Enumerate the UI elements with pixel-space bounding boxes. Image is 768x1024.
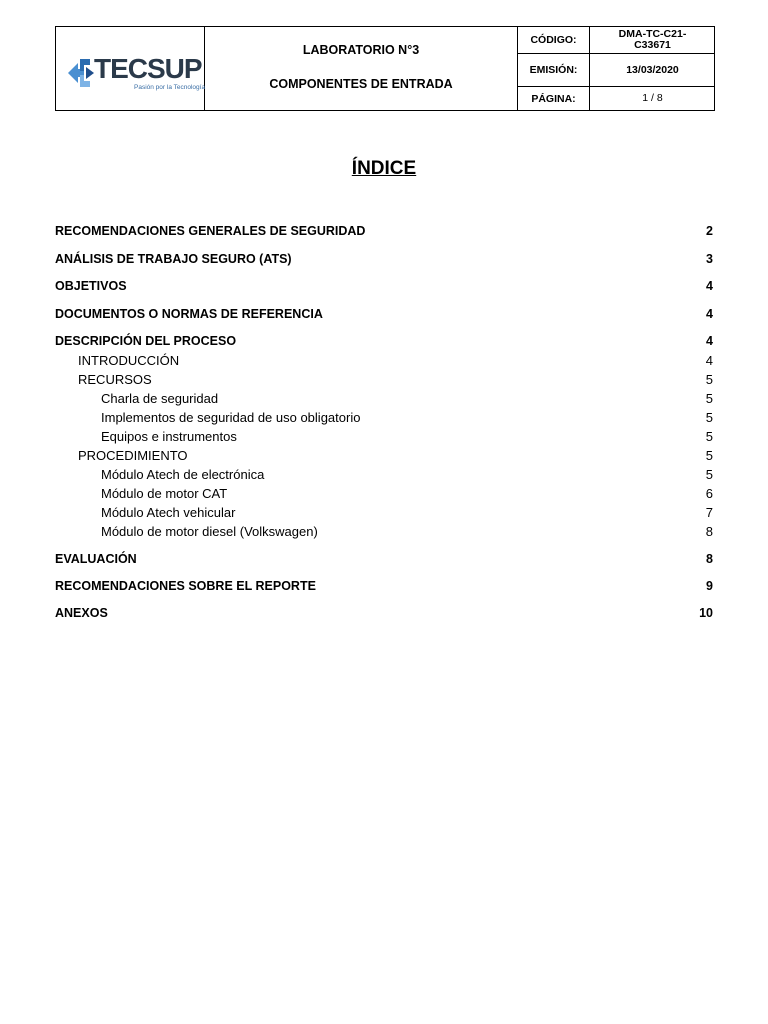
toc-entry-page: 3 <box>706 252 713 266</box>
toc-entry-label: Módulo Atech vehicular <box>101 505 236 520</box>
toc-entry[interactable] <box>55 579 713 597</box>
toc-entry[interactable] <box>55 486 713 504</box>
codigo-label: CÓDIGO: <box>518 27 590 53</box>
toc-entry-label: Implementos de seguridad de uso obligatorio <box>101 410 361 425</box>
toc-entry-page: 8 <box>705 524 713 539</box>
pagina-value: 1 / 8 <box>642 92 663 104</box>
toc-entry-label: PROCEDIMIENTO <box>78 448 188 463</box>
toc-entry[interactable] <box>55 410 713 428</box>
toc-entry[interactable] <box>55 252 713 270</box>
lab-number: LABORATORIO N°3 <box>302 43 420 57</box>
toc-entry[interactable] <box>55 448 713 466</box>
toc-entry-page: 4 <box>706 307 713 321</box>
toc-entry-page: 10 <box>699 606 713 620</box>
toc-entry[interactable] <box>55 391 713 409</box>
toc-entry[interactable] <box>55 552 713 570</box>
logo-cell <box>56 27 205 110</box>
index-title: ÍNDICE <box>351 158 417 179</box>
toc-entry-page: 5 <box>705 410 713 425</box>
toc-entry-label: RECOMENDACIONES GENERALES DE SEGURIDAD <box>55 224 366 238</box>
toc-entry-page: 5 <box>705 448 713 463</box>
toc-entry-page: 5 <box>705 429 713 444</box>
tecsup-logo-icon <box>64 53 98 93</box>
toc-entry[interactable] <box>55 334 713 352</box>
emision-label: EMISIÓN: <box>518 54 590 86</box>
toc-entry[interactable] <box>55 524 713 542</box>
document-header <box>55 26 715 111</box>
toc-entry-label: Módulo Atech de electrónica <box>101 467 265 482</box>
toc-entry-label: Módulo de motor diesel (Volkswagen) <box>101 524 318 539</box>
toc-entry-label: OBJETIVOS <box>55 279 127 293</box>
toc-entry-label: INTRODUCCIÓN <box>78 353 180 368</box>
toc-entry-label: ANÁLISIS DE TRABAJO SEGURO (ATS) <box>55 252 292 266</box>
codigo-value-line2: C33671 <box>634 39 671 51</box>
emision-row <box>518 54 715 87</box>
toc-entry-label: DOCUMENTOS O NORMAS DE REFERENCIA <box>55 307 323 321</box>
logo-tagline: Pasión por la Tecnología <box>134 84 206 91</box>
codigo-value <box>590 27 715 53</box>
toc-entry-page: 7 <box>705 505 713 520</box>
toc-entry-page: 4 <box>706 279 713 293</box>
codigo-row <box>518 27 715 54</box>
codigo-value-line1: DMA-TC-C21- <box>618 28 687 40</box>
toc-entry-page: 8 <box>706 552 713 566</box>
toc-entry-label: RECOMENDACIONES SOBRE EL REPORTE <box>55 579 316 593</box>
toc-entry[interactable] <box>55 606 713 624</box>
toc-entry[interactable] <box>55 372 713 390</box>
toc-entry-label: Charla de seguridad <box>101 391 219 406</box>
pagina-label: PÁGINA: <box>518 87 590 110</box>
toc-entry-page: 5 <box>705 467 713 482</box>
toc-entry[interactable] <box>55 467 713 485</box>
toc-entry-page: 5 <box>705 372 713 387</box>
toc-entry-page: 4 <box>705 353 713 368</box>
toc-entry-page: 9 <box>706 579 713 593</box>
document-title-cell <box>205 27 518 110</box>
logo-wordmark: TECSUP <box>94 53 202 84</box>
toc-entry-page: 4 <box>706 334 713 348</box>
lab-subject: COMPONENTES DE ENTRADA <box>269 77 453 91</box>
pagina-row <box>518 87 715 110</box>
toc-entry-label: DESCRIPCIÓN DEL PROCESO <box>55 334 237 348</box>
toc-entry[interactable] <box>55 279 713 297</box>
toc-entry-page: 2 <box>706 224 713 238</box>
emision-value: 13/03/2020 <box>626 63 679 76</box>
toc-entry-page: 6 <box>705 486 713 501</box>
toc-entry-label: Equipos e instrumentos <box>101 429 237 444</box>
toc-entry-page: 5 <box>705 391 713 406</box>
tecsup-logo <box>64 51 206 95</box>
toc-entry-label: Módulo de motor CAT <box>101 486 228 501</box>
document-meta <box>518 27 715 110</box>
toc-entry-label: RECURSOS <box>78 372 152 387</box>
toc-entry[interactable] <box>55 505 713 523</box>
toc-entry-label: ANEXOS <box>55 606 108 620</box>
toc-entry[interactable] <box>55 353 713 371</box>
toc-entry-label: EVALUACIÓN <box>55 552 137 566</box>
toc-entry[interactable] <box>55 307 713 325</box>
toc-entry[interactable] <box>55 429 713 447</box>
toc-entry[interactable] <box>55 224 713 242</box>
